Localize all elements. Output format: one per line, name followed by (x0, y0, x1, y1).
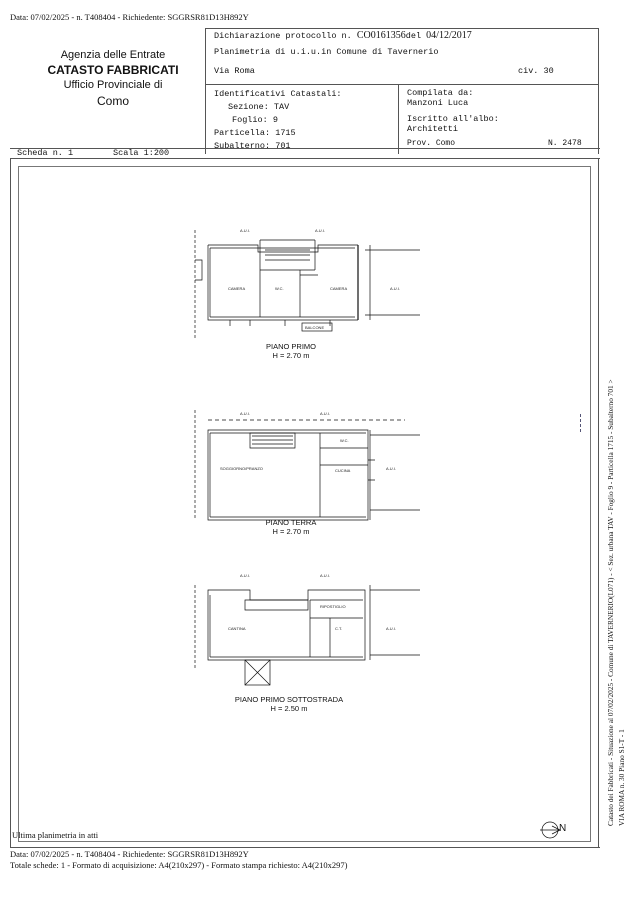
subalterno-value: 701 (275, 141, 291, 151)
particella-label: Particella: (214, 128, 271, 138)
subalterno-label: Subalterno: (214, 141, 271, 151)
room-soggiorno: SOGGIORNO/PRANZO (220, 466, 263, 471)
room-cantina: CANTINA (228, 626, 246, 631)
room-camera-2: CAMERA (330, 286, 348, 291)
room-aui-2a: A.U.I. (240, 411, 251, 416)
scheda-label (17, 148, 73, 158)
ufficio-city: Como (96, 94, 129, 108)
north-label: N (559, 823, 567, 834)
identificativi-block (214, 88, 342, 153)
footer-format-line: Totale schede: 1 - Formato di acquisizione: A4(210x297) - Formato stampa richiesto: A4(210x297) (10, 860, 348, 870)
ufficio-label: Ufficio Provinciale di (63, 79, 163, 91)
scala-label (113, 148, 169, 158)
prov-line (407, 139, 455, 148)
iscritto-label: Iscritto all'albo: (407, 114, 499, 124)
room-aui-3a: A.U.I. (240, 573, 251, 578)
floor-plan-sottostrada (195, 585, 420, 685)
room-camera-1: CAMERA (228, 286, 246, 291)
agency-block (18, 48, 208, 109)
floor-title-terra (211, 518, 371, 536)
foglio-label: Foglio: (232, 115, 268, 125)
floor-primo-height: H = 2.70 m (272, 351, 310, 360)
floor-plan-terra (195, 410, 420, 520)
dichiarazione-label: Dichiarazione protocollo n. (214, 31, 352, 41)
floor-sottostrada-height: H = 2.50 m (270, 704, 308, 713)
top-request-line: Data: 07/02/2025 - n. T408404 - Richiedente: SGGRSR81D13H892Y (10, 12, 249, 22)
identificativi-title: Identificativi Catastali: (214, 89, 342, 99)
sezione-label: Sezione: (228, 102, 269, 112)
scala-text: Scala (113, 148, 139, 158)
compilata-name: Manzoni Luca (407, 98, 469, 108)
scheda-n-label: Scheda n. (17, 148, 63, 158)
n-value: 2478 (562, 139, 582, 148)
scala-value: 1:200 (143, 148, 170, 158)
albo-value: Architetti (407, 124, 459, 134)
sezione-value: TAV (273, 102, 290, 112)
protocollo-number: CO0161356 (356, 30, 406, 41)
civ-value: 30 (543, 66, 554, 76)
floor-plans-drawing (190, 220, 420, 720)
room-aui-1a: A.U.I. (240, 228, 251, 233)
room-wc-2: W.C. (340, 438, 349, 443)
room-aui-2c: A.U.I. (386, 466, 397, 471)
prov-value: Como (435, 139, 456, 148)
room-ct: C.T. (335, 626, 343, 631)
side-text-situazione: Catasto dei Fabbricati - Situazione al 07/02/2025 - Comune di TAVERNERIO(L071) - < Sez. urbana TAV - Foglio 9 - Particella 1715 - Subalterno 701 > (606, 379, 615, 826)
dichiarazione-line (214, 30, 472, 41)
compilata-title: Compilata da: (407, 88, 474, 98)
room-aui-2b: A.U.I. (320, 411, 331, 416)
room-aui-3c: A.U.I. (386, 626, 397, 631)
particella-value: 1715 (275, 128, 296, 138)
binding-marker (580, 414, 589, 432)
floor-terra-name: PIANO TERRA (265, 518, 317, 527)
room-aui-3b: A.U.I. (320, 573, 331, 578)
floor-plan-primo (195, 230, 420, 340)
civico (518, 66, 554, 76)
floor-terra-height: H = 2.70 m (272, 527, 310, 536)
floor-title-primo (211, 342, 371, 360)
ultima-planimetria: Ultima planimetria in atti (12, 830, 99, 840)
scheda-value: 1 (68, 148, 74, 158)
north-arrow-icon (538, 820, 572, 840)
floor-title-sottostrada (199, 695, 379, 713)
protocollo-date: 04/12/2017 (426, 30, 472, 41)
prov-label: Prov. (407, 139, 432, 148)
room-wc-1: W.C. (275, 286, 284, 291)
room-balcone: BALCONE (305, 325, 325, 330)
room-aui-1b: A.U.I. (315, 228, 326, 233)
n-label: N. (548, 139, 558, 148)
n-line (548, 139, 582, 148)
catasto-title: CATASTO FABBRICATI (47, 63, 179, 77)
room-ripostiglio: RIPOSTIGLIO (320, 604, 346, 609)
planimetria-line: Planimetria di u.i.u.in Comune di Tavernerio (214, 47, 439, 57)
side-text-address: VIA ROMA n. 30 Piano S1-T - 1 (617, 729, 626, 826)
floor-sottostrada-name: PIANO PRIMO SOTTOSTRADA (234, 695, 344, 704)
floor-primo-name: PIANO PRIMO (265, 342, 316, 351)
del-label: del (405, 31, 422, 41)
foglio-value: 9 (272, 115, 278, 125)
compilata-block (407, 88, 499, 134)
footer-request-line: Data: 07/02/2025 - n. T408404 - Richiedente: SGGRSR81D13H892Y (10, 849, 249, 859)
agency-name: Agenzia delle Entrate (60, 49, 166, 61)
civ-label: civ. (518, 66, 539, 76)
room-cucina: CUCINA (335, 468, 351, 473)
room-aui-1c: A.U.I. (390, 286, 401, 291)
address: Via Roma (214, 66, 255, 76)
